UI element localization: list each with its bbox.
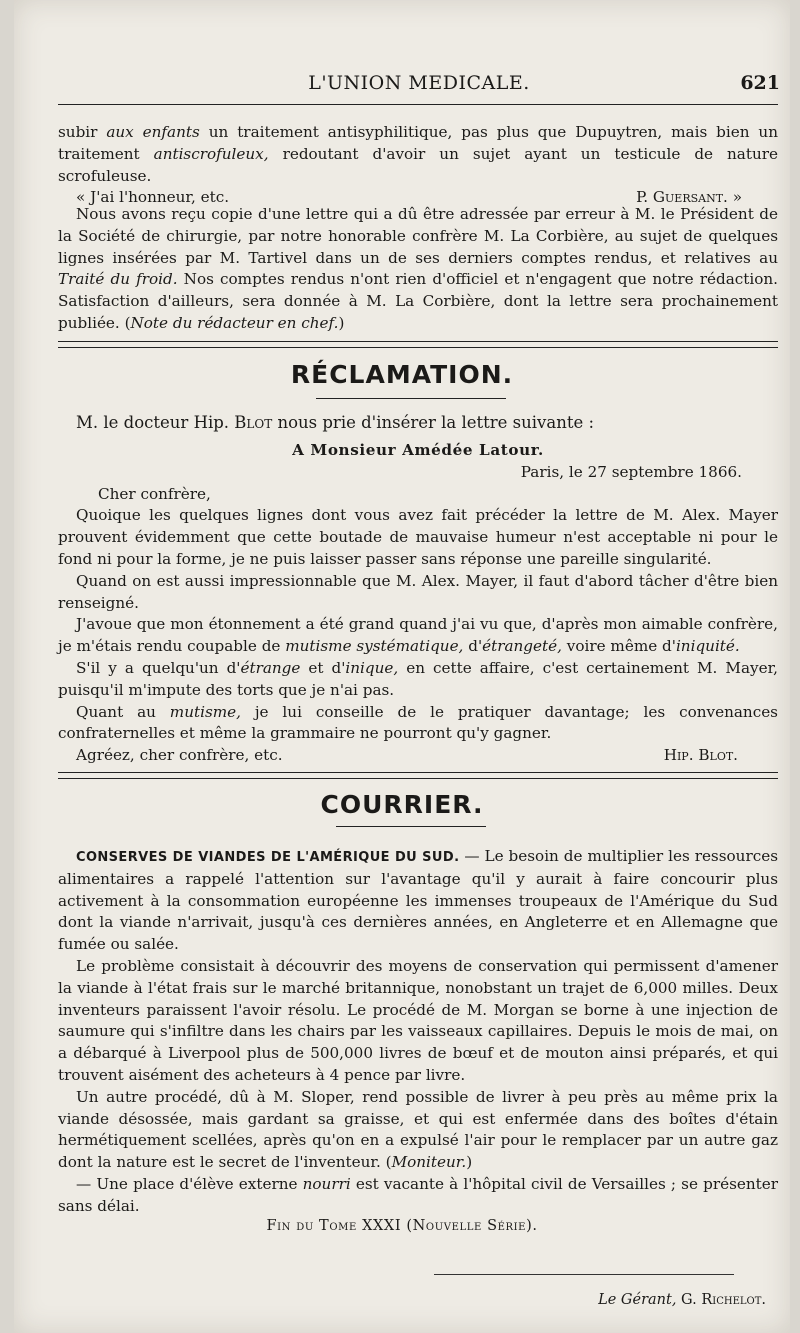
- editor-note-text: Nous avons reçu copie d'une lettre qui a dû être adressée par erreur à M. le Président de la Société de chirurgie, par notre honorable confrère M. La Corbière, au sujet de quelques lignes insérées par M. Tartivel dans un de ses derniers comptes rendus, et relatives au: [58, 205, 778, 267]
- letter-text: Quant au: [76, 702, 170, 721]
- editor-note-attribution: Note du rédacteur en chef.: [130, 313, 339, 332]
- courrier-italic: Moniteur.: [391, 1153, 467, 1172]
- letter-salutation: Cher confrère,: [98, 484, 211, 503]
- intro-italic: antiscrofuleux,: [153, 144, 269, 163]
- letter-text: je lui conseille de le pratiquer davantage; les convenances confraternelles et même la grammaire ne pourront qu'y gagner.: [58, 702, 778, 743]
- reclamation-intro-name: Blot: [234, 413, 273, 432]
- reclamation-intro-text: M. le docteur Hip.: [76, 413, 235, 432]
- letter-italic: mutisme systématique,: [285, 637, 464, 656]
- intro-text: un traitement antisyphilitique, pas plus que Dupuytren, mais bien un traitement: [58, 123, 778, 163]
- courrier-paragraph: Le problème consistait à découvrir des moyens de conservation qui permissent d'amener la viande à l'état frais sur le marché britannique, nonobstant un trajet de 6,000 milles. Deux inventeurs paraissent l'avoir résolu. Le procédé de M. Morgan se borne à une injection de saumure qui s'infiltre dans les chairs par les vaisseaux capillaires. Depuis le mois de mai, on a débarqué à Liverpool plus de 500,000 livres de bœuf et de mouton ainsi préparés, et qui trouvent aisément des acheteurs à 4 pence par livre.: [58, 956, 778, 1084]
- letter-italic: mutisme,: [169, 702, 241, 721]
- journal-page: [14, 0, 790, 1333]
- intro-text: redoutant d'avoir un sujet ayant un testicule de nature scrofuleuse.: [58, 144, 778, 185]
- reclamation-body: [58, 410, 778, 767]
- editor-note-italic: Traité du froid.: [58, 270, 178, 289]
- courrier-lead-in: CONSERVES DE VIANDES DE L'AMÉRIQUE DU SUD.: [76, 850, 460, 865]
- letter-dateline: Paris, le 27 septembre 1866.: [520, 462, 742, 481]
- letter-closing: Agréez, cher confrère, etc.: [76, 746, 283, 765]
- reclamation-title: RÉCLAMATION.: [290, 360, 514, 389]
- running-head: [58, 72, 780, 100]
- intro-paragraph: [58, 122, 778, 209]
- letter-text: J'avoue que mon étonnement a été grand quand j'ai vu que, d'après mon aimable confrère, je m'étais rendu coupable de: [58, 615, 778, 656]
- editor-note-text: ): [338, 313, 345, 332]
- intro-italic: aux enfants: [106, 123, 200, 141]
- editor-note: [58, 204, 778, 335]
- letter-text: S'il y a quelqu'un d': [76, 658, 241, 677]
- end-of-volume: Fin du Tome XXXI (Nouvelle Série).: [266, 1218, 538, 1234]
- letter-italic: étrange: [240, 658, 301, 677]
- page-number: 621: [740, 72, 780, 94]
- section-double-rule: [58, 772, 778, 779]
- title-underline: [316, 398, 506, 399]
- courrier-text: — Une place d'élève externe: [76, 1174, 303, 1193]
- courrier-text: Un autre procédé, dû à M. Sloper, rend possible de livrer à peu près au même prix la viande désossée, mais gardant sa graisse, et qui est enfermée dans des boîtes d'étain hermétiquement scellées, après qu'on en a expulsé l'air pour le remplacer par un autre gaz dont la nature est le secret de l'inventeur. (: [58, 1087, 778, 1172]
- letter-closing-line: [58, 745, 778, 767]
- letter-italic: inique,: [345, 658, 399, 677]
- intro-text: subir: [58, 123, 107, 141]
- intro-signature: P. Guersant. »: [636, 188, 742, 207]
- letter-text: d': [463, 637, 483, 656]
- courrier-text: — Le besoin de multiplier les ressources alimentaires a rappelé l'attention sur l'avantage qu'il y aurait à faire concourir plus activement à la consommation européenne les immenses troupeaux de l'Amérique du Sud dont la viande n'arrivait, jusqu'à ces dernières années, en Angleterre et en Allemagne que fumée ou salée.: [58, 847, 778, 954]
- gerant-label: Le Gérant,: [598, 1292, 677, 1308]
- letter-paragraph: Quoique les quelques lignes dont vous avez fait précéder la lettre de M. Alex. Mayer prouvent évidemment que cette boutade de mauvaise humeur n'est acceptable ni pour le fond ni pour la forme, je ne puis laisser passer sans réponse une pareille singularité.: [58, 506, 778, 568]
- courrier-text: ): [466, 1153, 473, 1172]
- letter-paragraph: [58, 614, 778, 658]
- intro-closing: « J'ai l'honneur, etc.: [76, 188, 230, 207]
- courrier-body: [58, 846, 778, 1218]
- letter-paragraph: [58, 658, 778, 702]
- letter-text: et d': [300, 658, 346, 677]
- title-underline: [336, 826, 486, 827]
- courrier-title: COURRIER.: [320, 790, 484, 819]
- letter-italic: étrangeté,: [482, 637, 562, 656]
- reclamation-intro-text: nous prie d'insérer la lettre suivante :: [272, 413, 595, 432]
- letter-addressee: A Monsieur Amédée Latour.: [292, 441, 544, 459]
- letter-text: voire même d': [561, 637, 676, 656]
- header-rule: [58, 104, 778, 105]
- reclamation-intro: [58, 410, 778, 436]
- gerant-name: G. Richelot.: [681, 1292, 766, 1308]
- courrier-paragraph: [58, 1087, 778, 1174]
- letter-text: en cette affaire, c'est certainement M. Mayer, puisqu'il m'impute des torts que je n'ai pas.: [58, 658, 778, 699]
- courrier-paragraph: [58, 1174, 778, 1218]
- letter-signature: Hip. Blot.: [663, 746, 738, 765]
- courrier-text: est vacante à l'hôpital civil de Versailles ; se présenter sans délai.: [58, 1174, 778, 1215]
- letter-paragraph: [58, 702, 778, 746]
- editor-note-text: Nos comptes rendus n'ont rien d'officiel et n'engagent que notre rédaction. Satisfaction d'ailleurs, sera donnée à M. La Corbière, dont la lettre sera prochainement publiée. (: [58, 270, 778, 332]
- letter-paragraph: Quand on est aussi impressionnable que M. Alex. Mayer, il faut d'abord tâcher d'être bien renseigné.: [58, 571, 778, 612]
- courrier-italic: nourri: [302, 1174, 351, 1193]
- courrier-paragraph: [58, 846, 778, 956]
- running-title: L'UNION MEDICALE.: [308, 72, 530, 94]
- letter-italic: iniquité.: [675, 637, 740, 656]
- footer-rule: [434, 1274, 734, 1275]
- section-double-rule: [58, 341, 778, 348]
- gerant-line: [598, 1292, 766, 1308]
